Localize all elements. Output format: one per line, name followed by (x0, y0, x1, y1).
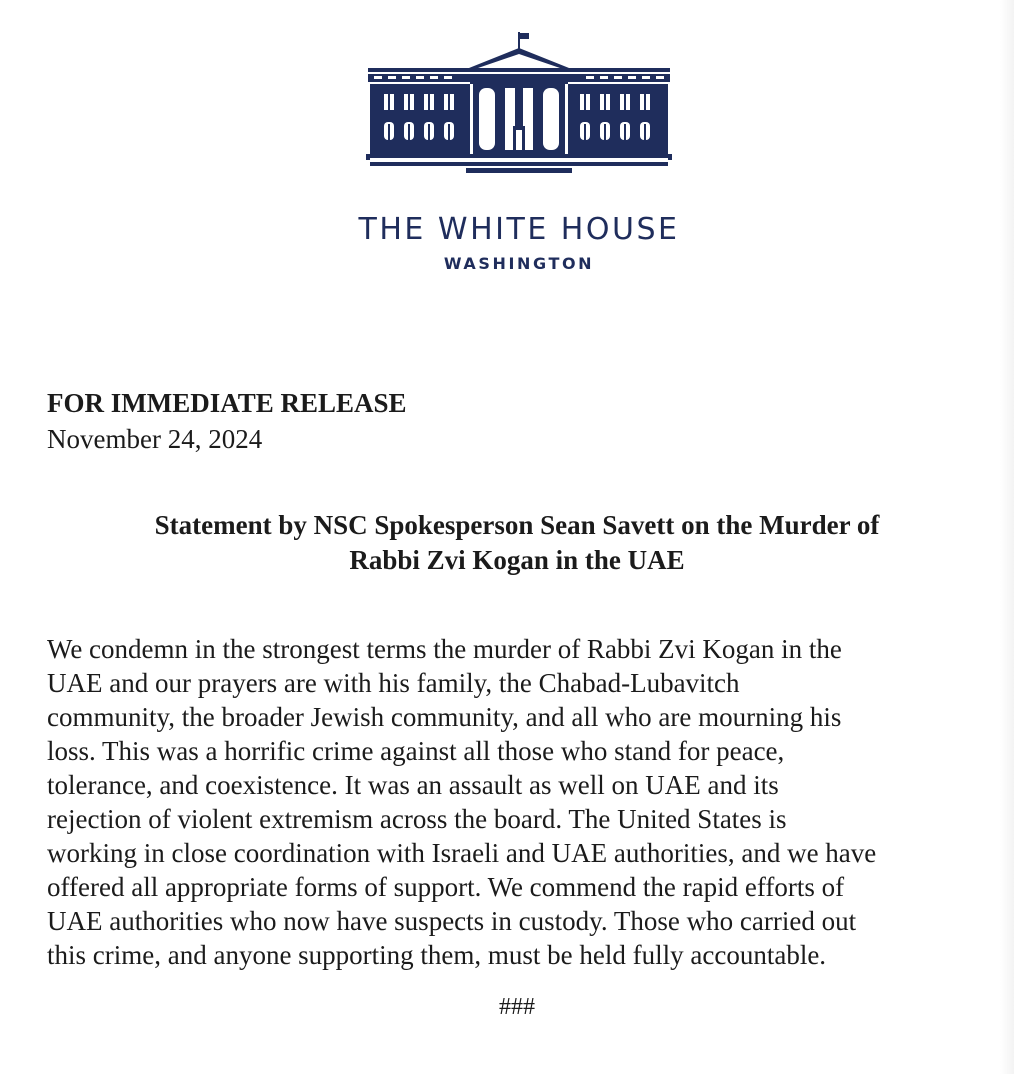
body-line: UAE and our prayers are with his family, the Chabad-Lubavitch (47, 668, 740, 698)
headline-line: Statement by NSC Spokesperson Sean Savett on the Murder of (154, 510, 880, 540)
body-line: rejection of violent extremism across the board. The United States is (47, 804, 787, 834)
white-house-building-icon (366, 30, 672, 174)
body-line: tolerance, and coexistence. It was an assault as well on UAE and its (47, 770, 779, 800)
body-line: UAE authorities who now have suspects in custody. Those who carried out (47, 906, 857, 936)
statement-headline (20, 508, 1014, 578)
body-line: We condemn in the strongest terms the murder of Rabbi Zvi Kogan in the (47, 634, 842, 664)
body-line: community, the broader Jewish community, and all who are mourning his (47, 702, 842, 732)
end-mark: ### (499, 994, 535, 1020)
org-city: WASHINGTON (443, 254, 595, 273)
release-date: November 24, 2024 (47, 424, 263, 454)
body-line: offered all appropriate forms of support. We commend the rapid efforts of (47, 872, 845, 902)
body-line: loss. This was a horrific crime against all those who stand for peace, (47, 736, 785, 766)
org-name: THE WHITE HOUSE (358, 212, 680, 247)
body-line: working in close coordination with Israeli and UAE authorities, and we have (47, 838, 877, 868)
statement-body (47, 632, 997, 972)
body-line: this crime, and anyone supporting them, must be held fully accountable. (47, 940, 827, 970)
headline-line: Rabbi Zvi Kogan in the UAE (349, 545, 685, 575)
release-label: FOR IMMEDIATE RELEASE (47, 388, 407, 418)
